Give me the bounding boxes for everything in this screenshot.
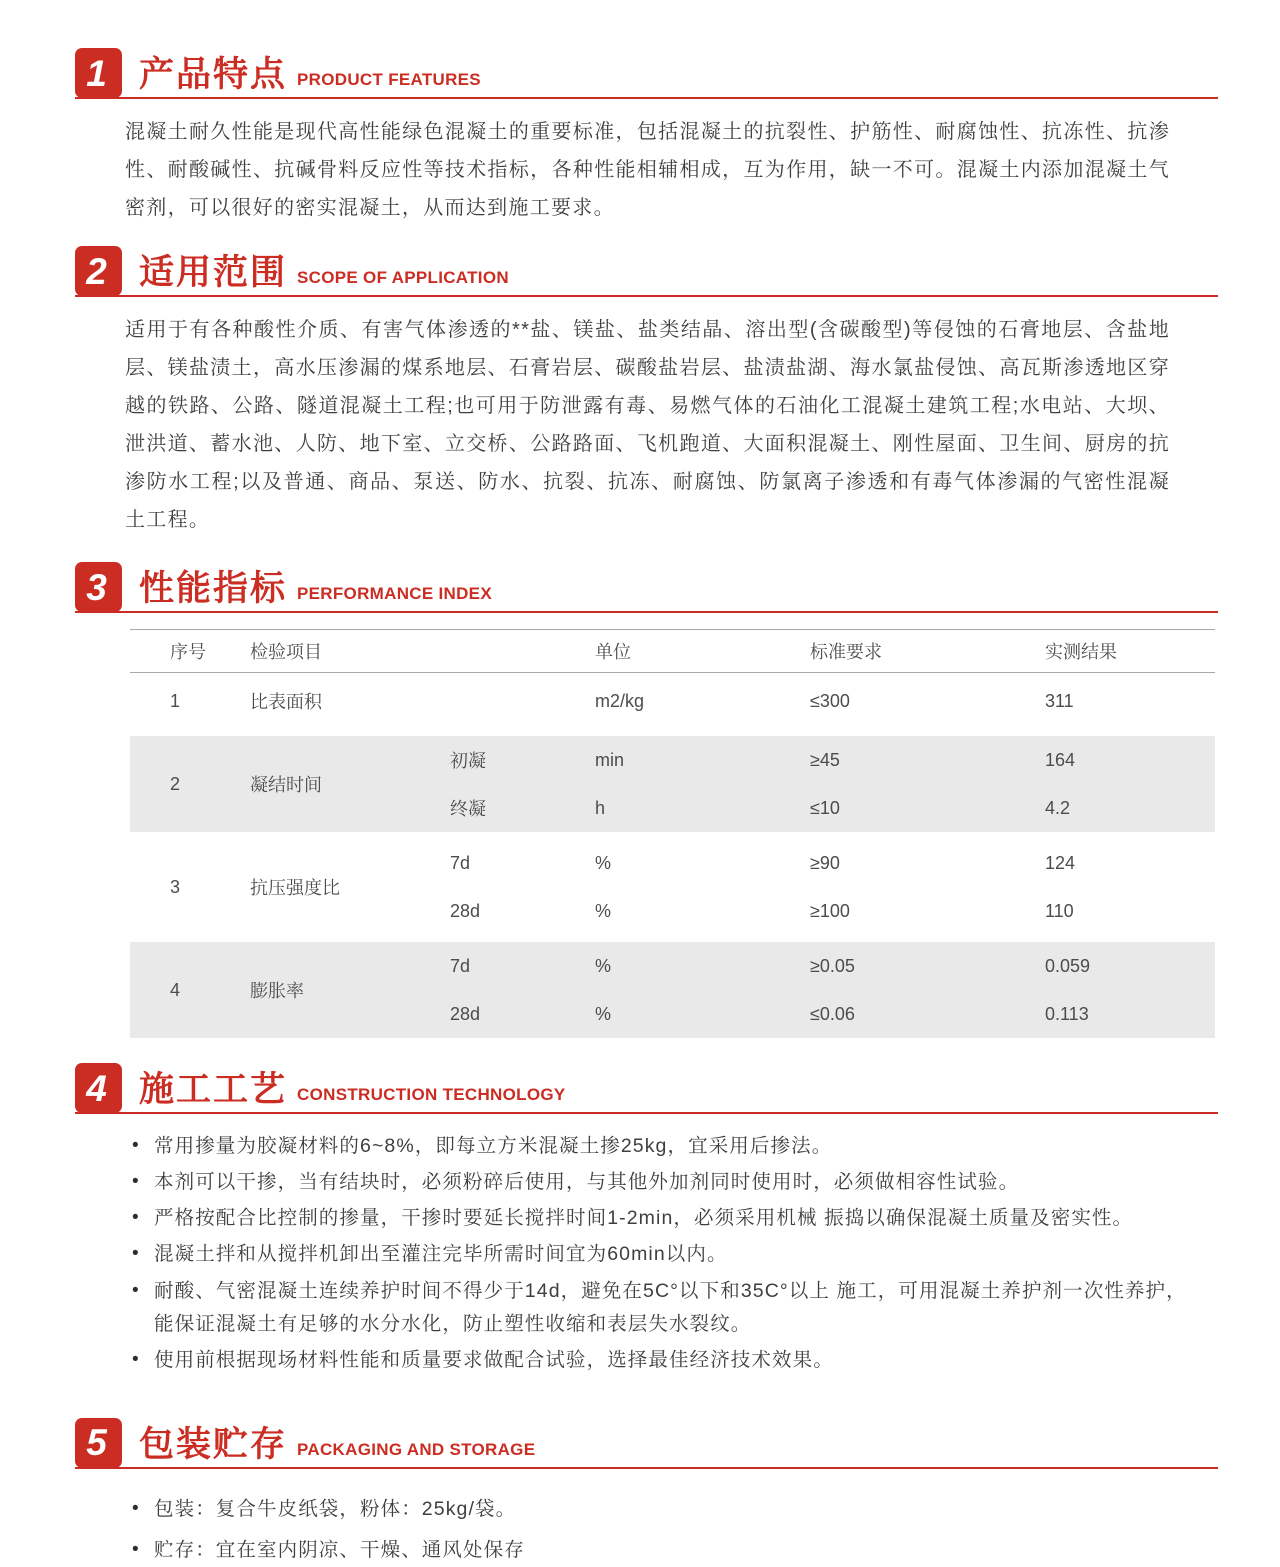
cell-item: 比表面积 <box>250 692 322 712</box>
section-4-header <box>75 1060 1218 1114</box>
storage-item: • 贮存：宜在室内阴凉、干燥、通风处保存 <box>130 1534 1190 1567</box>
cell-standard: ≤10 <box>810 797 840 818</box>
cell-result: 311 <box>1045 690 1074 711</box>
cell-no: 3 <box>170 876 181 897</box>
packaging-item: • 包装：复合牛皮纸袋，粉体：25kg/袋。 <box>130 1493 1190 1526</box>
construction-step: • 常用掺量为胶凝材料的6~8%，即每立方米混凝土掺25kg，宜采用后掺法。 <box>130 1130 1190 1163</box>
cell-unit: % <box>595 955 612 976</box>
section-performance-index <box>75 559 1218 1038</box>
cell-sub: 7d <box>450 955 471 976</box>
cell-standard: ≤300 <box>810 690 850 711</box>
construction-step: • 严格按配合比控制的掺量，干掺时要延长搅拌时间1-2min，必须采用机械 振捣以确保混凝土质量及密实性。 <box>130 1202 1190 1235</box>
section-construction-technology <box>75 1060 1218 1377</box>
section-2-title-en: SCOPE OF APPLICATION <box>297 268 509 287</box>
table-row <box>130 942 1215 1038</box>
section-scope-of-application <box>75 243 1218 539</box>
section-5-title-en: PACKAGING AND STORAGE <box>297 1439 536 1459</box>
section-2-header <box>75 243 1218 297</box>
section-5-number: 5 <box>86 1422 107 1464</box>
table-row <box>130 839 1215 935</box>
section-2-number: 2 <box>86 250 107 292</box>
section-1-number-badge <box>75 48 122 98</box>
construction-step: • 使用前根据现场材料性能和质量要求做配合试验，选择最佳经济技术效果。 <box>130 1344 1190 1377</box>
performance-table <box>130 629 1215 1038</box>
cell-sub: 7d <box>450 852 471 873</box>
cell-standard: ≤0.06 <box>810 1003 855 1024</box>
cell-result: 0.113 <box>1045 1003 1089 1024</box>
cell-standard: ≥100 <box>810 900 850 921</box>
cell-unit: % <box>595 852 612 873</box>
section-5-number-badge <box>75 1418 122 1468</box>
construction-step: • 混凝土拌和从搅拌机卸出至灌注完毕所需时间宜为60min以内。 <box>130 1238 1190 1271</box>
header-unit: 单位 <box>595 642 631 662</box>
header-result: 实测结果 <box>1045 642 1117 662</box>
cell-sub: 28d <box>450 900 481 921</box>
cell-result: 164 <box>1045 749 1076 770</box>
cell-unit: min <box>595 749 625 770</box>
header-no: 序号 <box>170 642 206 662</box>
section-4-number-badge <box>75 1063 122 1113</box>
section-1-number: 1 <box>86 52 107 94</box>
cell-standard: ≥45 <box>810 749 840 770</box>
header-item: 检验项目 <box>250 642 322 662</box>
section-2-title-zh: 适用范围 <box>139 253 288 292</box>
section-3-title-zh: 性能指标 <box>139 569 288 608</box>
section-1-header <box>75 45 1218 99</box>
section-3-title-en: PERFORMANCE INDEX <box>297 584 492 603</box>
cell-item: 凝结时间 <box>250 775 322 795</box>
section-5-title-zh: 包装贮存 <box>139 1424 288 1464</box>
section-1-title-zh: 产品特点 <box>139 55 288 94</box>
construction-step: • 耐酸、气密混凝土连续养护时间不得少于14d，避免在5C°以下和35C°以上 施工，可用混凝土养护剂一次性养护，能保证混凝土有足够的水分水化，防止塑性收缩和表层失水裂纹。 <box>130 1275 1190 1341</box>
cell-result: 4.2 <box>1045 797 1071 818</box>
cell-standard: ≥0.05 <box>810 955 855 976</box>
cell-no: 2 <box>170 773 181 794</box>
construction-step: • 本剂可以干掺，当有结块时，必须粉碎后使用，与其他外加剂同时使用时，必须做相容性试验。 <box>130 1166 1190 1199</box>
section-3-number-badge <box>75 562 122 612</box>
section-product-features <box>75 45 1218 227</box>
cell-sub: 28d <box>450 1003 481 1024</box>
cell-standard: ≥90 <box>810 852 840 873</box>
cell-unit: % <box>595 1003 612 1024</box>
cell-result: 0.059 <box>1045 955 1091 976</box>
section-5-header <box>75 1415 1218 1469</box>
cell-unit: h <box>595 797 606 818</box>
section-packaging-and-storage <box>75 1415 1218 1567</box>
section-3-number: 3 <box>86 566 107 608</box>
table-row <box>130 673 1215 729</box>
cell-unit: m2/kg <box>595 690 645 711</box>
section-4-number: 4 <box>86 1067 107 1109</box>
section-4-title-en: CONSTRUCTION TECHNOLOGY <box>297 1085 566 1104</box>
cell-sub: 初凝 <box>450 751 486 771</box>
cell-result: 124 <box>1045 852 1076 873</box>
table-row <box>130 736 1215 832</box>
section-1-title-en: PRODUCT FEATURES <box>297 70 481 89</box>
cell-sub: 终凝 <box>450 799 486 819</box>
cell-item: 抗压强度比 <box>250 878 340 898</box>
product-features-paragraph: 混凝土耐久性能是现代高性能绿色混凝土的重要标准，包括混凝土的抗裂性、护筋性、耐腐蚀性、抗冻性、抗渗性、耐酸碱性、抗碱骨料反应性等技术指标，各种性能相辅相成，互为作用，缺一不可。混凝土内添加混凝土气密剂，可以很好的密实混凝土，从而达到施工要求。 <box>125 121 1170 219</box>
section-4-title-zh: 施工工艺 <box>139 1070 288 1109</box>
table-header-row <box>130 629 1215 673</box>
cell-no: 1 <box>170 690 181 711</box>
construction-steps-list <box>130 1130 1190 1377</box>
scope-of-application-paragraph: 适用于有各种酸性介质、有害气体渗透的**盐、镁盐、盐类结晶、溶出型(含碳酸型)等侵蚀的石膏地层、含盐地层、镁盐渍土，高水压渗漏的煤系地层、石膏岩层、碳酸盐岩层、盐渍盐湖、海水氯盐侵蚀、高瓦斯渗透地区穿越的铁路、公路、隧道混凝土工程;也可用于防泄露有毒、易燃气体的石油化工混凝土建筑工程;水电站、大坝、泄洪道、蓄水池、人防、地下室、立交桥、公路路面、飞机跑道、大面积混凝土、刚性屋面、卫生间、厨房的抗渗防水工程;以及普通、商品、泵送、防水、抗裂、抗冻、耐腐蚀、防氯离子渗透和有毒气体渗漏的气密性混凝土工程。 <box>125 319 1170 531</box>
cell-result: 110 <box>1045 900 1074 921</box>
header-standard: 标准要求 <box>810 642 882 662</box>
cell-no: 4 <box>170 979 181 1000</box>
section-2-number-badge <box>75 246 122 296</box>
section-3-header <box>75 559 1218 613</box>
packaging-storage-list <box>130 1493 1190 1567</box>
cell-item: 膨胀率 <box>250 981 304 1001</box>
cell-unit: % <box>595 900 612 921</box>
